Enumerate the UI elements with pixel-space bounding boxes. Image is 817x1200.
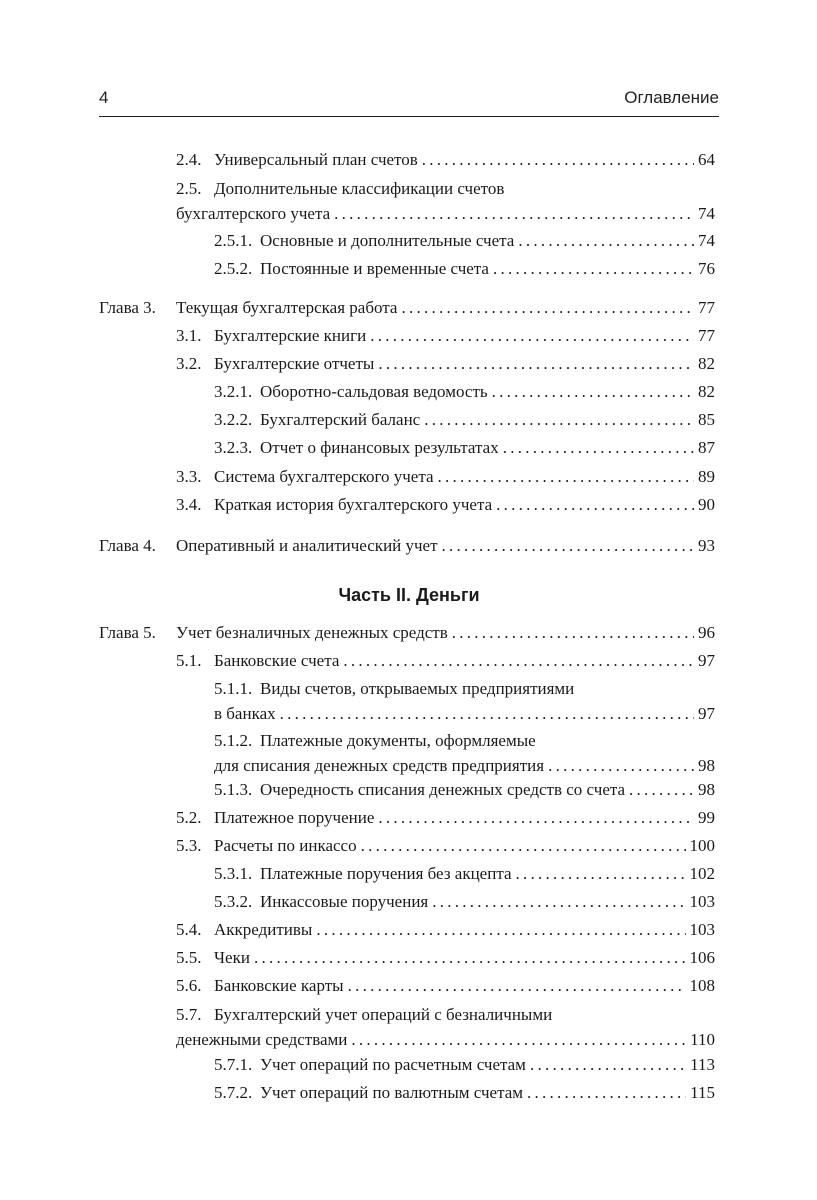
toc-entry[interactable]: [214, 407, 715, 432]
toc-chapter-entry[interactable]: [99, 620, 715, 645]
toc-chapter-entry[interactable]: [99, 533, 715, 558]
dot-leader: [629, 777, 694, 802]
toc-entry[interactable]: [214, 435, 715, 460]
toc-title: Платежные поручения без акцепта: [260, 864, 512, 883]
toc-page: 77: [698, 298, 715, 317]
toc-page: 102: [689, 864, 715, 883]
toc-title-line: Платежные документы, оформляемые: [260, 731, 536, 750]
toc-title: Система бухгалтерского учета: [214, 467, 434, 486]
toc-entry[interactable]: [214, 676, 715, 726]
dot-leader: [348, 973, 686, 998]
dot-leader: [442, 533, 694, 558]
toc-number: 5.3.2.: [214, 892, 253, 911]
toc-entry[interactable]: [176, 1002, 715, 1052]
toc-number: Глава 3.: [99, 298, 156, 317]
toc-title: Основные и дополнительные счета: [260, 231, 515, 250]
toc-title-line: в банках: [214, 704, 276, 723]
toc-page: 110: [690, 1030, 715, 1049]
dot-leader: [518, 228, 694, 253]
toc-number: Глава 5.: [99, 623, 156, 642]
toc-title: Универсальный план счетов: [214, 150, 418, 169]
toc-page: 89: [698, 467, 715, 486]
toc-entry[interactable]: [214, 256, 715, 281]
toc-title-line: Бухгалтерский учет операций с безналичными: [214, 1005, 553, 1024]
toc-number: 5.6.: [176, 976, 202, 995]
toc-entry[interactable]: [176, 351, 715, 376]
toc-number: 3.2.3.: [214, 438, 253, 457]
dot-leader: [378, 805, 694, 830]
toc-title: Оперативный и аналитический учет: [176, 536, 438, 555]
toc-number: 3.3.: [176, 467, 202, 486]
dot-leader: [438, 464, 694, 489]
dot-leader: [254, 945, 686, 970]
toc-title: Платежное поручение: [214, 808, 375, 827]
toc-number: 5.3.1.: [214, 864, 253, 883]
dot-leader: [492, 379, 694, 404]
toc-entry[interactable]: [176, 945, 715, 970]
toc-title: Текущая бухгалтерская работа: [176, 298, 398, 317]
dot-leader: [316, 917, 685, 942]
toc-title-line: Дополнительные классификации счетов: [214, 179, 505, 198]
running-title: Оглавление: [624, 88, 719, 107]
toc-number: 5.7.: [176, 1005, 202, 1024]
toc-entry[interactable]: [214, 728, 715, 778]
toc-page: 103: [689, 892, 715, 911]
dot-leader: [343, 648, 694, 673]
toc-title: Бухгалтерские книги: [214, 326, 367, 345]
toc-title: Бухгалтерский баланс: [260, 410, 421, 429]
running-header: [99, 88, 719, 117]
toc-entry[interactable]: [214, 1080, 715, 1105]
toc-page: 93: [698, 536, 715, 555]
dot-leader: [548, 753, 694, 778]
toc-title: Аккредитивы: [214, 920, 313, 939]
toc-entry[interactable]: [214, 861, 715, 886]
toc-number: 3.4.: [176, 495, 202, 514]
toc-number: 5.7.1.: [214, 1055, 253, 1074]
toc-title: Учет операций по расчетным счетам: [260, 1055, 526, 1074]
toc-number: Глава 4.: [99, 536, 156, 555]
part-heading: Часть II. Деньги: [338, 585, 480, 605]
toc-title: Бухгалтерские отчеты: [214, 354, 375, 373]
toc-page: 106: [689, 948, 715, 967]
dot-leader: [530, 1052, 686, 1077]
toc-number: 5.5.: [176, 948, 202, 967]
page-number: 4: [99, 88, 109, 107]
toc-page: 74: [698, 231, 715, 250]
toc-number: 3.2.2.: [214, 410, 253, 429]
dot-leader: [503, 435, 694, 460]
toc-title: Учет операций по валютным счетам: [260, 1083, 524, 1102]
toc-page: 64: [698, 150, 715, 169]
toc-title-line: денежными средствами: [176, 1030, 348, 1049]
toc-page: 103: [689, 920, 715, 939]
toc-title: Расчеты по инкассо: [214, 836, 357, 855]
toc-number: 3.2.1.: [214, 382, 253, 401]
toc-entry[interactable]: [176, 147, 715, 172]
dot-leader: [422, 147, 694, 172]
toc-page: 115: [690, 1083, 715, 1102]
toc-page: 77: [698, 326, 715, 345]
toc-page: 85: [698, 410, 715, 429]
toc-entry[interactable]: [176, 917, 715, 942]
toc-entry[interactable]: [214, 379, 715, 404]
toc-entry[interactable]: [176, 833, 715, 858]
toc-title: Очередность списания денежных средств со счета: [260, 780, 626, 799]
toc-title-line: Виды счетов, открываемых предприятиями: [260, 679, 575, 698]
toc-number: 5.1.: [176, 651, 202, 670]
toc-number: 5.3.: [176, 836, 202, 855]
toc-number: 5.1.2.: [214, 731, 253, 750]
dot-leader: [516, 861, 686, 886]
toc-page: 90: [698, 495, 715, 514]
toc-number: 5.4.: [176, 920, 202, 939]
toc-entry[interactable]: [214, 889, 715, 914]
toc-chapter-entry[interactable]: [99, 295, 715, 320]
toc-title: Учет безналичных денежных средств: [176, 623, 448, 642]
toc-title: Оборотно-сальдовая ведомость: [260, 382, 488, 401]
toc-page: 74: [698, 204, 715, 223]
dot-leader: [432, 889, 685, 914]
toc-page: 97: [698, 651, 715, 670]
toc-number: 2.4.: [176, 150, 202, 169]
toc-entry[interactable]: [176, 323, 715, 348]
toc-entry[interactable]: [214, 228, 715, 253]
toc-page: 82: [698, 382, 715, 401]
dot-leader: [378, 351, 694, 376]
toc-number: 3.1.: [176, 326, 202, 345]
dot-leader: [527, 1080, 686, 1105]
dot-leader: [280, 701, 694, 726]
toc-title: Банковские карты: [214, 976, 344, 995]
toc-title-line: бухгалтерского учета: [176, 204, 331, 223]
toc-page: 87: [698, 438, 715, 457]
toc-number: 2.5.2.: [214, 259, 253, 278]
dot-leader: [351, 1027, 686, 1052]
toc-title-line: для списания денежных средств предприятия: [214, 756, 545, 775]
toc-page: 76: [698, 259, 715, 278]
toc-title: Инкассовые поручения: [260, 892, 429, 911]
toc-page: 97: [698, 704, 715, 723]
dot-leader: [496, 492, 694, 517]
toc-entry[interactable]: [176, 805, 715, 830]
dot-leader: [401, 295, 694, 320]
toc-page: 99: [698, 808, 715, 827]
toc-number: 5.2.: [176, 808, 202, 827]
toc-title: Краткая история бухгалтерского учета: [214, 495, 493, 514]
toc-number: 3.2.: [176, 354, 202, 373]
toc-number: 5.1.1.: [214, 679, 253, 698]
toc-title: Банковские счета: [214, 651, 340, 670]
toc-number: 2.5.1.: [214, 231, 253, 250]
toc-title: Отчет о финансовых результатах: [260, 438, 499, 457]
dot-leader: [452, 620, 694, 645]
toc-page: 98: [698, 756, 715, 775]
toc-number: 5.1.3.: [214, 780, 253, 799]
dot-leader: [370, 323, 694, 348]
toc-number: 2.5.: [176, 179, 202, 198]
toc-entry[interactable]: [176, 973, 715, 998]
dot-leader: [493, 256, 694, 281]
toc-entry[interactable]: [176, 648, 715, 673]
toc-entry[interactable]: [176, 176, 715, 226]
toc-title: Постоянные и временные счета: [260, 259, 489, 278]
dot-leader: [361, 833, 686, 858]
toc-page: 108: [689, 976, 715, 995]
toc-number: 5.7.2.: [214, 1083, 253, 1102]
toc-page: 96: [698, 623, 715, 642]
toc-entry[interactable]: [176, 492, 715, 517]
toc-title: Чеки: [214, 948, 250, 967]
toc-entry[interactable]: [176, 464, 715, 489]
toc-page: 100: [689, 836, 715, 855]
dot-leader: [424, 407, 694, 432]
toc-page: 82: [698, 354, 715, 373]
toc-entry[interactable]: [214, 1052, 715, 1077]
toc-page: 113: [690, 1055, 715, 1074]
toc-entry[interactable]: [214, 777, 715, 802]
toc-page: 98: [698, 780, 715, 799]
dot-leader: [334, 201, 694, 226]
